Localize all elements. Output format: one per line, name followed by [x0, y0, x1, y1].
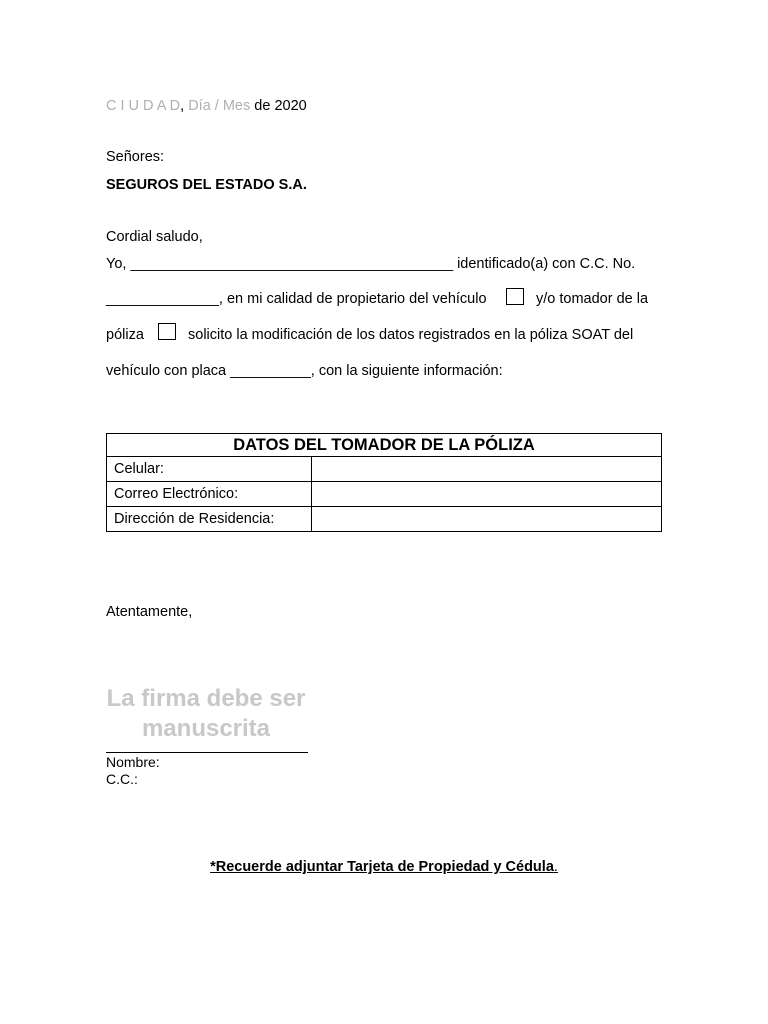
- owner-text: , en mi calidad de propietario del vehículo: [218, 291, 487, 307]
- signer-name-label: Nombre:: [106, 754, 160, 770]
- year-text: de 2020: [254, 98, 307, 114]
- recipient-company: SEGUROS DEL ESTADO S.A.: [106, 177, 307, 193]
- closing-atentamente: Atentamente,: [106, 604, 193, 620]
- poliza-label: póliza: [106, 327, 144, 343]
- recipient-greeting: Señores:: [106, 149, 165, 165]
- email-label: Correo Electrónico:: [107, 482, 312, 507]
- body-line-3: solicito la modificación de los datos registrados en la póliza SOAT del: [188, 327, 634, 343]
- address-field[interactable]: [312, 507, 662, 532]
- name-blank: ________________________________________: [130, 256, 454, 272]
- body-line-1: [106, 256, 635, 272]
- tomador-data-table: [106, 433, 662, 532]
- reminder-text: *Recuerde adjuntar Tarjeta de Propiedad y Cédula: [210, 859, 554, 875]
- body-line-2: [106, 291, 487, 307]
- table-row: [107, 507, 662, 532]
- tomador-checkbox[interactable]: [158, 323, 176, 340]
- body-line-4: vehículo con placa __________, con la siguiente información:: [106, 363, 503, 379]
- yo-label: Yo,: [106, 256, 127, 272]
- id-number-blank: ______________: [106, 291, 219, 307]
- address-label: Dirección de Residencia:: [107, 507, 312, 532]
- date-comma: ,: [180, 98, 185, 114]
- celular-field[interactable]: [312, 457, 662, 482]
- table-header-row: [107, 434, 662, 457]
- owner-checkbox[interactable]: [506, 288, 524, 305]
- email-field[interactable]: [312, 482, 662, 507]
- table-row: [107, 457, 662, 482]
- attachment-reminder: *Recuerde adjuntar Tarjeta de Propiedad y Cédula.: [210, 859, 558, 875]
- table-title: DATOS DEL TOMADOR DE LA PÓLIZA: [107, 434, 662, 457]
- celular-label: Celular:: [107, 457, 312, 482]
- city-placeholder: C I U D A D: [106, 98, 181, 114]
- signature-watermark: La firma debe ser manuscrita: [106, 685, 306, 742]
- date-line: [106, 98, 307, 114]
- day-month-placeholder: Día / Mes: [188, 98, 251, 114]
- signature-line: [106, 752, 308, 753]
- tomador-text: y/o tomador de la: [536, 291, 649, 307]
- identified-label: identificado(a) con C.C. No.: [457, 256, 636, 272]
- signer-cc-label: C.C.:: [106, 771, 138, 787]
- table-row: [107, 482, 662, 507]
- salutation: Cordial saludo,: [106, 229, 203, 245]
